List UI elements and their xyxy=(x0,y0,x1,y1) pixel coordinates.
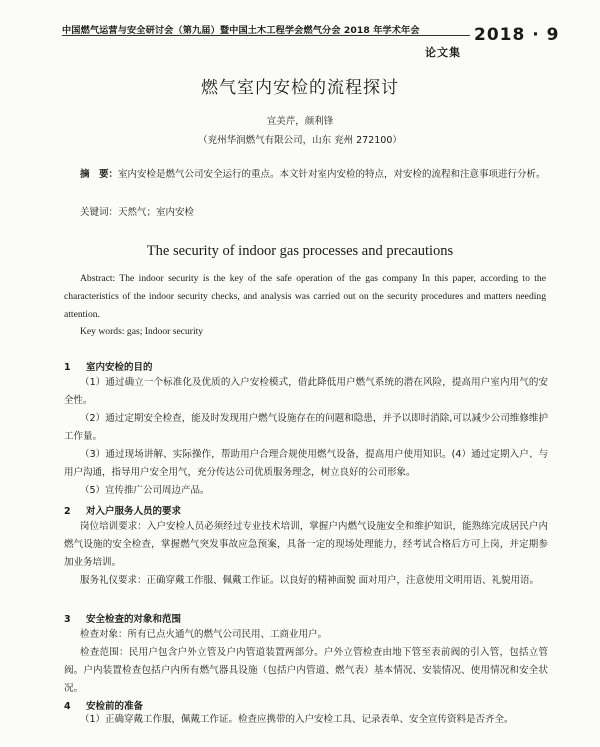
section-4-para-1: （1）正确穿戴工作服，佩戴工作证。检查应携带的入户安检工具、记录表单、安全宣传资料是否齐全。 xyxy=(80,714,514,725)
section-heading-3 xyxy=(64,611,546,625)
section-1-para-2: （2）通过定期安全检查，能及时发现用户燃气设施存在的问题和隐患，并予以即时消除,可以减少公司维修维护工作量。 xyxy=(64,413,548,442)
abstract-en xyxy=(64,270,546,324)
abstract-zh xyxy=(64,166,546,184)
keywords-en-label: Key words: xyxy=(80,326,125,337)
header-year: 2018 · 9 xyxy=(474,25,560,45)
section-title: 安全检查的对象和范围 xyxy=(86,614,182,625)
section-3-para-1: 检查对象：所有已点火通气的燃气公司民用、工商业用户。 xyxy=(80,629,328,640)
header-collection: 论文集 xyxy=(425,46,461,59)
section-number: 3 xyxy=(64,614,71,625)
affiliation: （兖州华润燃气有限公司，山东 兖州 272100） xyxy=(198,135,402,146)
authors: 宣美芹，颜利锋 xyxy=(266,116,334,127)
abstract-en-label: Abstract: xyxy=(80,273,116,284)
abstract-en-text: The indoor security is the key of the safe operation of the gas company In this paper, according to the characteristics of the indoor security checks, and analysis was carried out on the security procedures and matters needing attention. xyxy=(64,273,546,320)
keywords-zh-label: 关键词： xyxy=(80,207,119,218)
paper-title: 燃气室内安检的流程探讨 xyxy=(201,78,399,98)
section-2-para-1: 岗位培训要求：入户安检人员必须经过专业技术培训，掌握户内燃气设施安全和维护知识，能熟练完成居民户内燃气设施的安全检查，掌握燃气突发事故应急预案，具备一定的现场处理能力，经考试合格后方可上岗，并定期参加业务培训。 xyxy=(64,521,548,568)
section-3-para-2: 检查范围：民用户包含户外立管及户内管道装置两部分。户外立管检查由地下管至表前阀的引入管，包括立管阀。户内装置检查包括户内所有燃气器具设施（包括户内管道、燃气表）基本情况、安装情况、使用情况和安全状况。 xyxy=(64,647,548,694)
section-number: 4 xyxy=(64,701,71,712)
section-1-para-3: （3）通过现场讲解、实际操作，帮助用户合理合规使用燃气设备，提高用户使用知识。(4）通过定期入户、与用户沟通，指导用户安全用气，充分传达公司优质服务理念，树立良好的公司形象。 xyxy=(64,449,548,478)
section-1-para-4: （5）宣传推广公司周边产品。 xyxy=(80,485,210,496)
english-title: The security of indoor gas processes and precautions xyxy=(146,243,454,259)
abstract-zh-label: 摘 要： xyxy=(80,169,119,180)
running-header xyxy=(62,22,560,64)
section-1-para-1: （1）通过确立一个标准化及优质的入户安检模式，借此降低用户燃气系统的潜在风险，提高用户室内用气的安全性。 xyxy=(64,377,548,406)
conference-name: 中国燃气运营与安全研讨会（第九届）暨中国土木工程学会燃气分会 2018 年学术年会 xyxy=(62,25,420,36)
section-title: 对入户服务人员的要求 xyxy=(86,506,182,517)
section-heading-1 xyxy=(64,359,546,373)
section-number: 2 xyxy=(64,506,71,517)
keywords-zh xyxy=(64,204,546,222)
keywords-en-text: gas; Indoor security xyxy=(126,326,204,337)
keywords-zh-text: 天然气；室内安检 xyxy=(118,207,195,218)
section-number: 1 xyxy=(64,362,71,373)
section-heading-4 xyxy=(64,698,546,712)
section-title: 室内安检的目的 xyxy=(86,362,153,373)
header-rule xyxy=(62,35,470,36)
section-title: 安检前的准备 xyxy=(86,701,144,712)
section-2-para-2: 服务礼仪要求：正确穿戴工作服、佩戴工作证。以良好的精神面貌 面对用户，注意使用文明用语、礼貌用语。 xyxy=(80,575,540,586)
keywords-en xyxy=(64,323,546,341)
abstract-zh-text: 室内安检是燃气公司安全运行的重点。本文针对室内安检的特点，对安检的流程和注意事项进行分析。 xyxy=(118,169,546,180)
section-heading-2 xyxy=(64,503,546,517)
